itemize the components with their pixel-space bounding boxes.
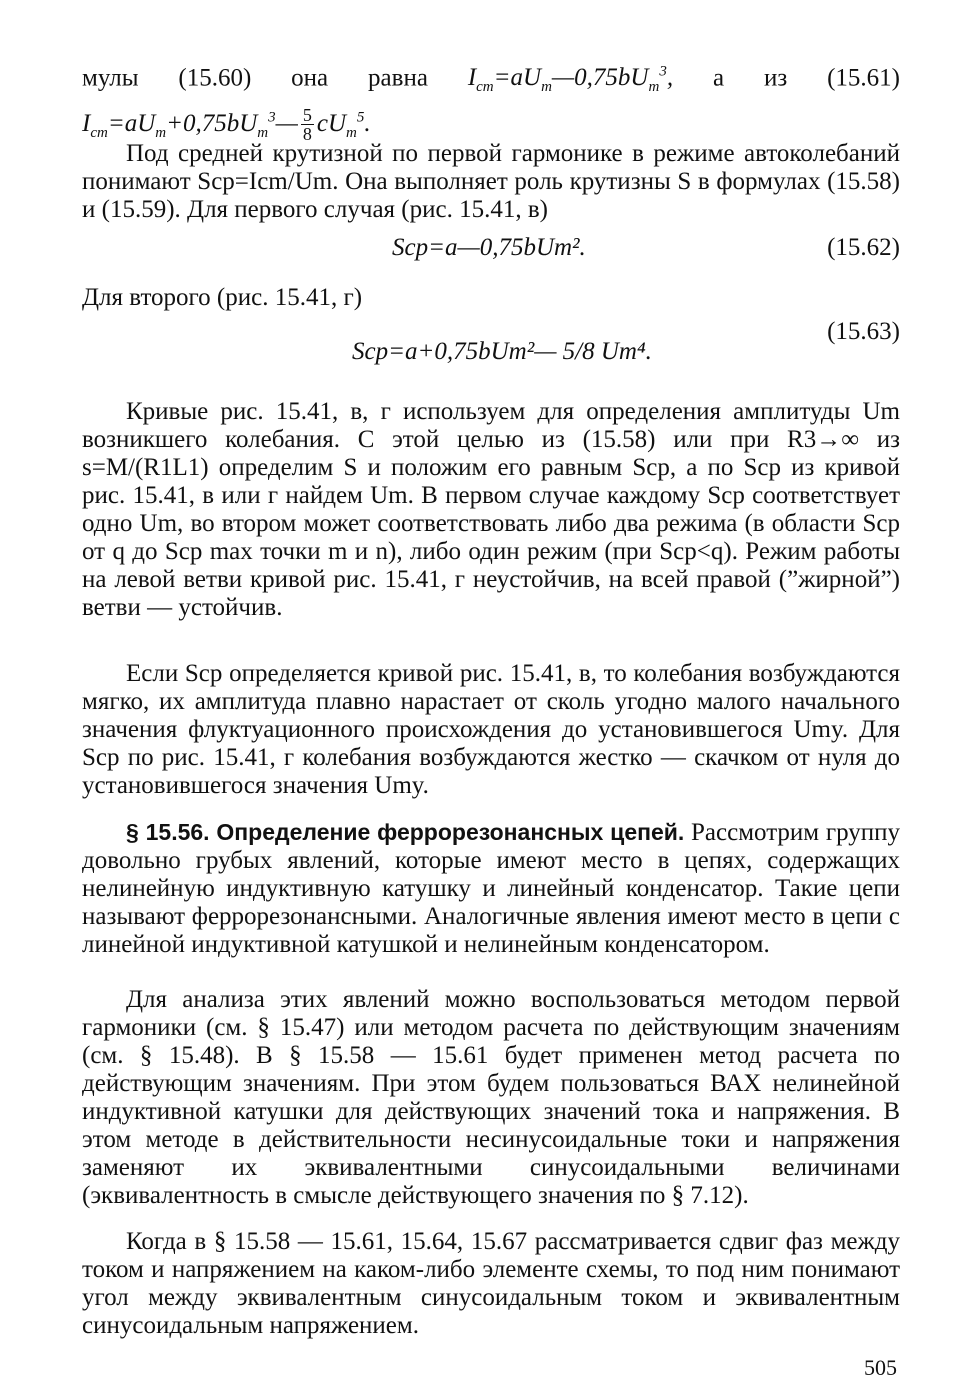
opening-line-1: мулы (15.60) она равна $I_{cm}=aU_m—0,75bU_m^3$, а из (15.61) bbox=[82, 64, 900, 96]
paragraph-opening bbox=[82, 58, 900, 147]
equation-15-62 bbox=[82, 234, 900, 274]
equation-15-63-formula: Sср=a+0,75bUm²— 5/8 Um⁴. bbox=[352, 338, 652, 365]
section-15-56-heading: § 15.56. Определение феррорезонансных цепей. bbox=[126, 819, 685, 845]
paragraph-amplitude: Кривые рис. 15.41, в, г используем для определения амплитуды Um возникшего колебания. С этой целью из (15.58) или при R3→∞ из s=M/(R1L1) определим S и положим его равным Sср, а по Sср из кривой рис. 15.41, в или г найдем Um. В первом случае каждому Sср соответствует одно Um, во втором может соответствовать либо два режима (в области Sср от q до Sср max точки m и n), либо один режим (при Sср<q). Режим работы на левой ветви кривой рис. 15.41, г неустойчив, на всей правой (”жирной”) ветви — устойчив. bbox=[82, 398, 900, 621]
paragraph-analysis-methods: Для анализа этих явлений можно воспользоваться методом первой гармоники (см. § 15.47) или методом расчета по действующим значениям (см. § 15.48). В § 15.58 — 15.61 будет применен метод расчета по действующим значениям. При этом будем пользоваться ВАХ нелинейной индуктивной катушки для действующих значений тока и напряжения. В этом методе в действительности несинусоидальные токи и напряжения заменяют их эквивалентными синусоидальными величинами (эквивалентность в смысле действующего значения по § 7.12). bbox=[82, 986, 900, 1209]
section-15-56-text: Рассмотрим группу довольно грубых явлений, которые имеют место в цепях, содержащих нелинейную индуктивную катушку и линейный конденсатор. Такие цепи называют феррорезонансными. Аналогичные явления имеют место в цепи с линейной индуктивной катушкой и нелинейным конденсатором. bbox=[82, 819, 900, 958]
equation-15-62-number: (15.62) bbox=[827, 234, 900, 261]
section-15-56 bbox=[82, 818, 900, 959]
equation-15-63 bbox=[82, 318, 900, 374]
equation-15-62-formula: Sср=a—0,75bUm². bbox=[392, 234, 586, 261]
equation-15-63-number: (15.63) bbox=[827, 318, 900, 345]
paragraph-mean-slope: Под средней крутизной по первой гармонике в режиме автоколебаний понимают Sср=Iсm/Um. Она выполняет роль крутизны S в формулах (15.58) и (15.59). Для первого случая (рис. 15.41, в) bbox=[82, 140, 900, 223]
paragraph-phase-shift: Когда в § 15.58 — 15.61, 15.64, 15.67 рассматривается сдвиг фаз между током и напряжением на каком-либо элементе схемы, то под ним понимают угол между эквивалентным синусоидальным током и эквивалентным синусоидальным напряжением. bbox=[82, 1228, 900, 1339]
opening-line-2: $I_{cm}=aU_m+0,75bU_m^3—$ $\frac{5}{8}$ $cU_m^5$. bbox=[82, 105, 371, 145]
paragraph-excitation: Если Sср определяется кривой рис. 15.41, в, то колебания возбуждаются мягко, их амплитуда плавно нарастает от сколь угодно малого начального значения флуктуационного происхождения до установившегося Umy. Для Sср по рис. 15.41, г колебания возбуждаются жестко — скачком от нуля до установившегося значения Umy. bbox=[82, 660, 900, 799]
page-number: 505 bbox=[864, 1355, 897, 1380]
paragraph-second-case: Для второго (рис. 15.41, г) bbox=[82, 284, 363, 311]
